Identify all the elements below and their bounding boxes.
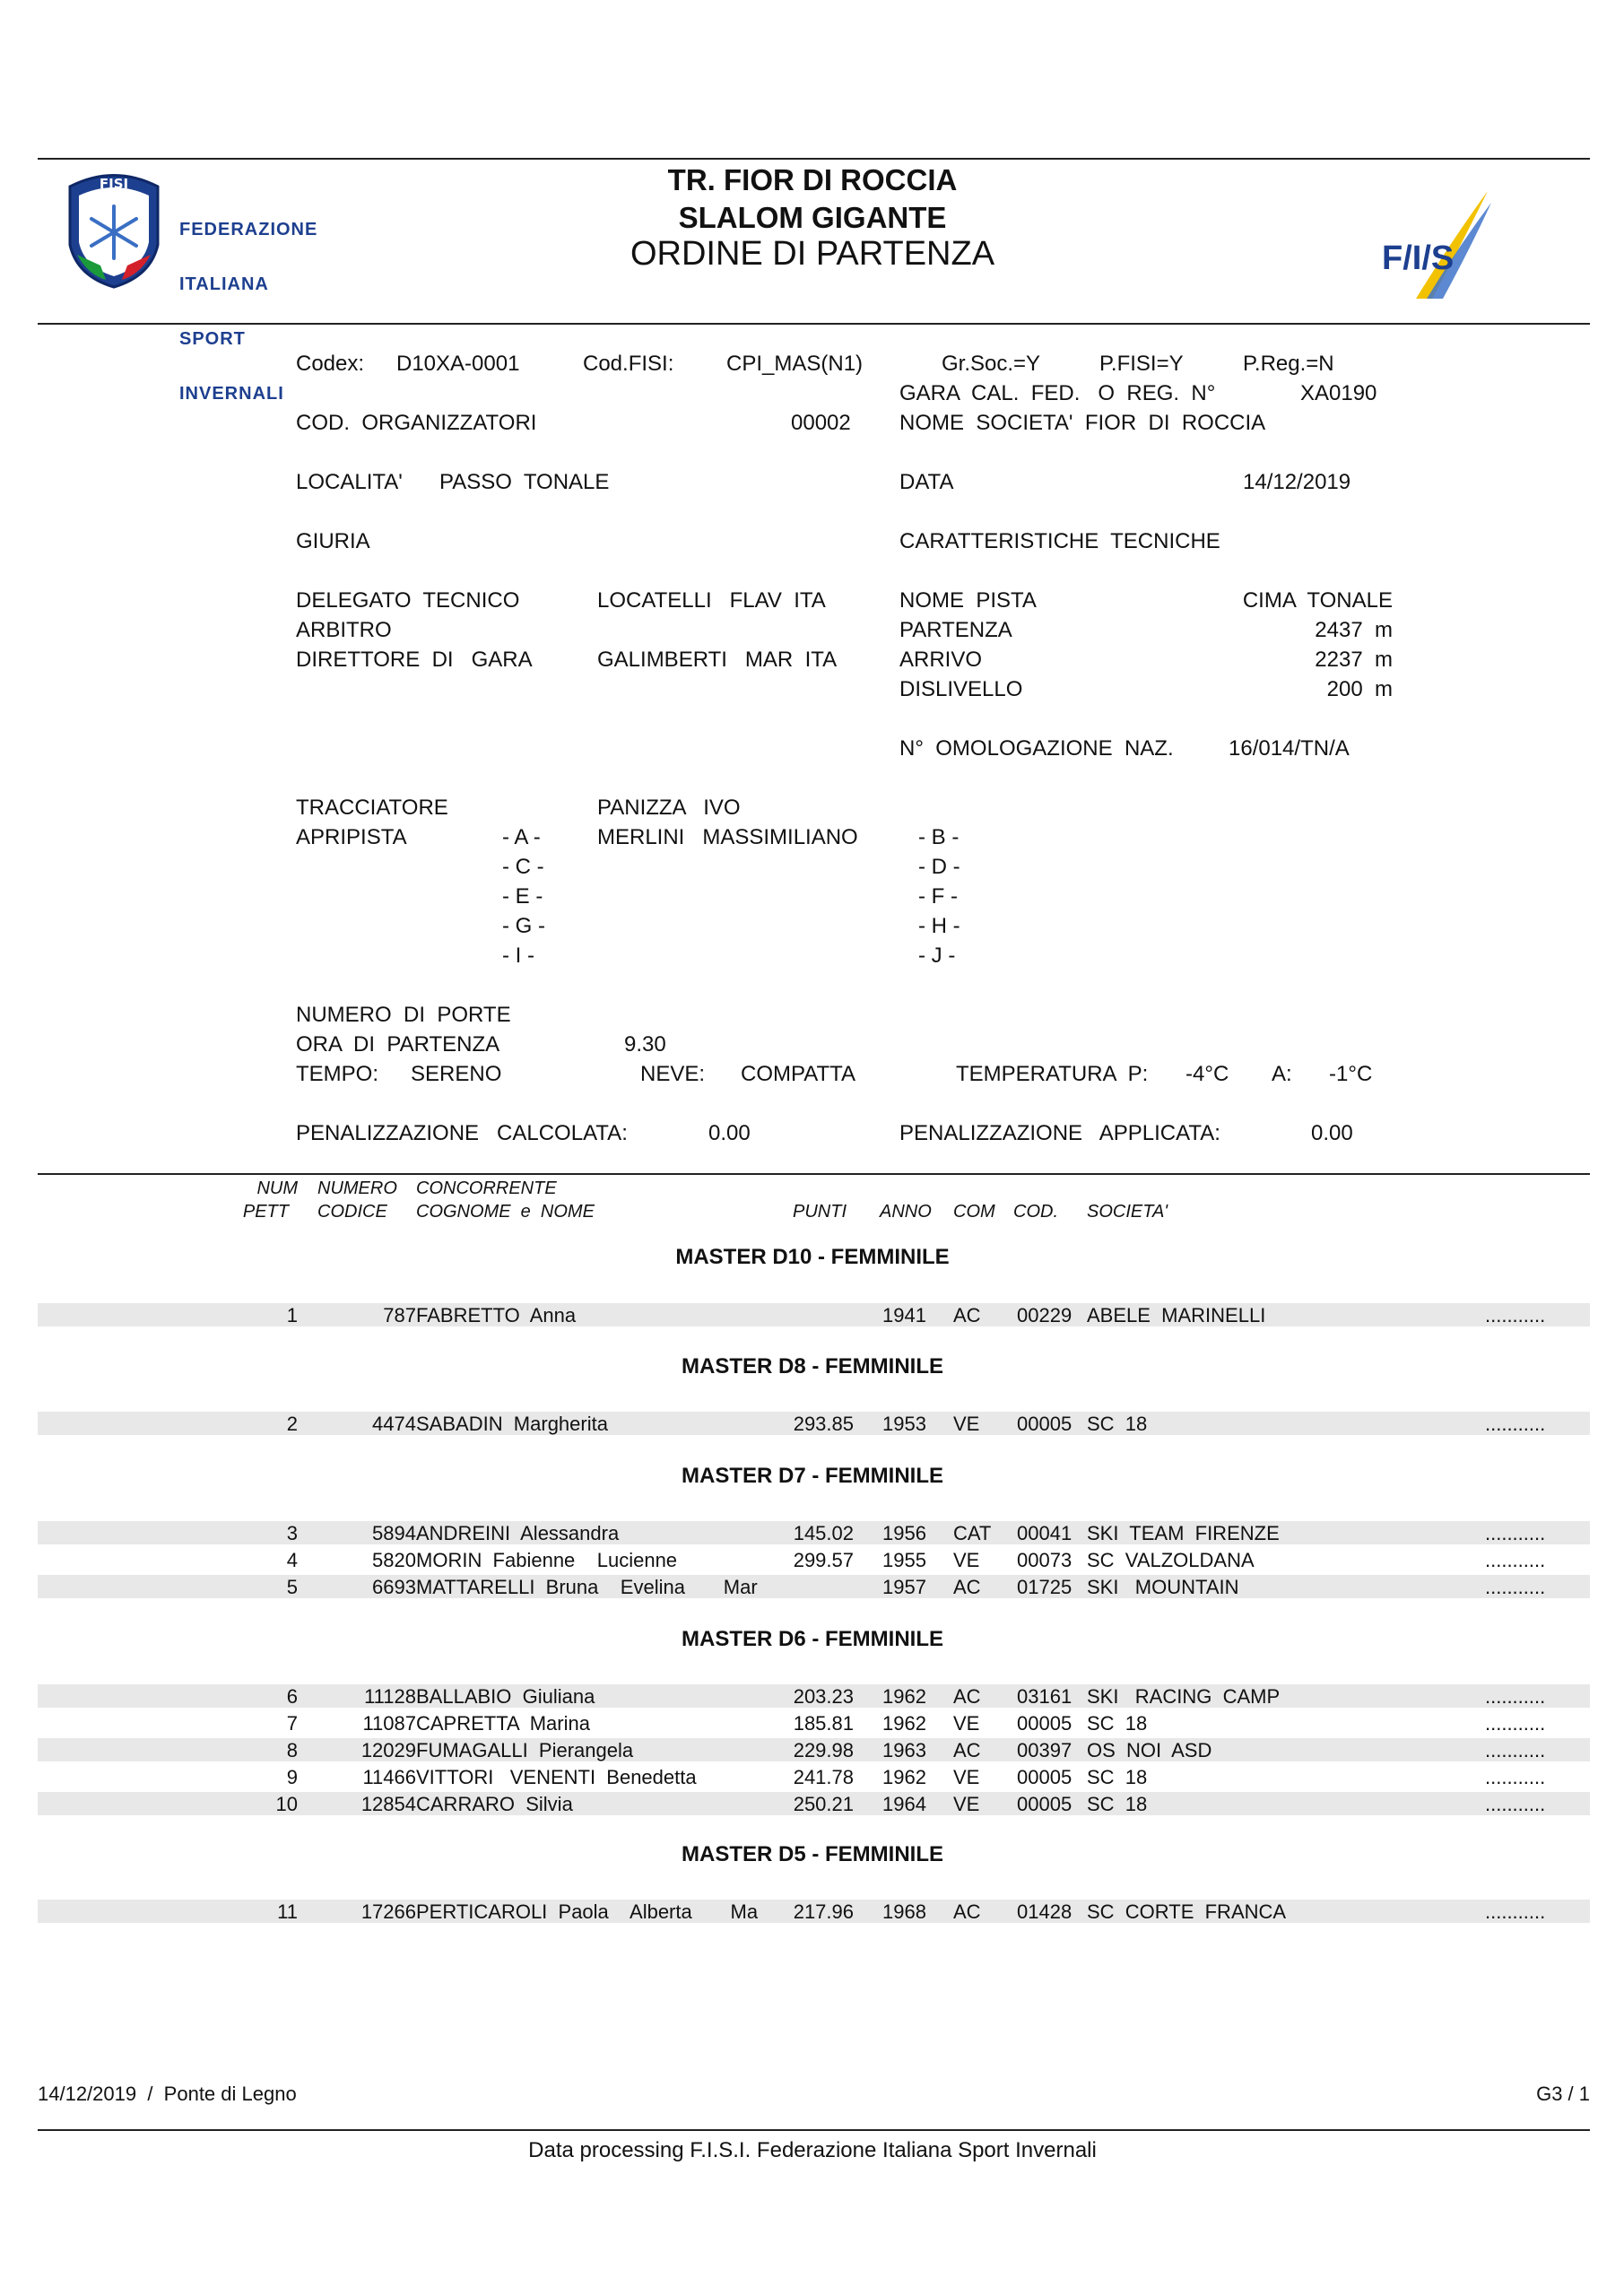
- col-cognome: COGNOME e NOME: [416, 1202, 595, 1222]
- col-com: COM: [953, 1202, 995, 1222]
- table-row: [38, 1898, 1590, 1925]
- neve-value: COMPATTA: [741, 1062, 855, 1086]
- cell-codice: 5894: [372, 1522, 416, 1544]
- cell-dots: ...........: [1485, 1413, 1546, 1435]
- cell-com: VE: [953, 1413, 980, 1435]
- fis-logo: [1372, 170, 1489, 287]
- omolog-label: N° OMOLOGAZIONE NAZ.: [899, 736, 1174, 761]
- cell-pett: 7: [286, 1712, 298, 1735]
- delegato-value: LOCATELLI FLAV ITA: [597, 588, 826, 613]
- cell-nome: CARRARO Silvia: [416, 1793, 573, 1815]
- cell-dots: ...........: [1485, 1712, 1546, 1735]
- cell-punti: 217.96: [793, 1900, 854, 1923]
- table-row: [38, 1709, 1590, 1736]
- cell-com: AC: [953, 1900, 981, 1923]
- fis-logo-text: F/I/S: [1381, 239, 1455, 277]
- cell-codice: 11128: [364, 1685, 416, 1708]
- table-row: [38, 1683, 1590, 1709]
- cell-dots: ...........: [1485, 1739, 1546, 1761]
- cell-codice: 12029: [360, 1739, 416, 1761]
- cell-codice: 6693: [372, 1576, 416, 1598]
- apripista-slot: - J -: [918, 944, 956, 968]
- apripista-a-value: MERLINI MASSIMILIANO: [597, 825, 858, 849]
- cell-dots: ...........: [1485, 1522, 1546, 1544]
- apripista-slot: - G -: [502, 914, 545, 938]
- discipline-title: SLALOM GIGANTE: [678, 201, 947, 234]
- preg-flag: P.Reg.=N: [1243, 352, 1334, 376]
- cell-codice: 12854: [360, 1793, 416, 1815]
- cell-dots: ...........: [1485, 1304, 1546, 1326]
- header-rule: [38, 323, 1590, 325]
- partenza-label: PARTENZA: [899, 618, 1012, 642]
- fisi-logo-line: ITALIANA: [179, 274, 269, 294]
- cell-com: AC: [953, 1685, 981, 1708]
- dislivello-label: DISLIVELLO: [899, 677, 1023, 701]
- cell-anno: 1962: [882, 1712, 926, 1735]
- porte-label: NUMERO DI PORTE: [296, 1003, 511, 1027]
- cell-com: CAT: [953, 1522, 992, 1544]
- apripista-slot: - A -: [502, 825, 541, 849]
- ora-value: 9.30: [624, 1032, 666, 1057]
- cell-com: VE: [953, 1793, 980, 1815]
- cell-codice: 11466: [362, 1766, 416, 1788]
- cell-com: AC: [953, 1739, 981, 1761]
- cell-com: AC: [953, 1576, 981, 1598]
- neve-label: NEVE:: [640, 1062, 706, 1086]
- cell-pett: 2: [286, 1413, 298, 1435]
- table-row: [38, 1790, 1590, 1817]
- apripista-slot: - F -: [918, 884, 958, 909]
- cell-nome: FUMAGALLI Pierangela: [416, 1739, 634, 1761]
- fisi-logo-line: FEDERAZIONE: [179, 220, 318, 239]
- footer-data-processing: Data processing F.I.S.I. Federazione Italiana Sport Invernali: [528, 2138, 1097, 2162]
- col-anno: ANNO: [880, 1202, 932, 1222]
- col-codice: CODICE: [317, 1202, 387, 1222]
- cell-codice: 17266: [360, 1900, 416, 1923]
- category-title: MASTER D5 - FEMMINILE: [682, 1842, 943, 1866]
- pista-label: NOME PISTA: [899, 588, 1037, 613]
- fis-logo-icon: [1380, 187, 1497, 303]
- col-numero: NUMERO: [317, 1178, 397, 1198]
- cell-cod: 00005: [1017, 1766, 1073, 1788]
- pista-value: CIMA TONALE: [1242, 588, 1393, 613]
- col-pett: PETT: [242, 1202, 289, 1222]
- cell-punti: 203.23: [793, 1685, 854, 1708]
- pfisi-flag: P.FISI=Y: [1099, 352, 1184, 376]
- col-punti: PUNTI: [793, 1202, 847, 1222]
- col-societa: SOCIETA': [1087, 1202, 1168, 1222]
- event-title: TR. FIOR DI ROCCIA: [667, 163, 958, 196]
- cell-societa: SC 18: [1087, 1766, 1148, 1788]
- cell-dots: ...........: [1485, 1549, 1546, 1571]
- caratt-label: CARATTERISTICHE TECNICHE: [899, 529, 1220, 553]
- cell-anno: 1956: [882, 1522, 926, 1544]
- tempo-value: SERENO: [411, 1062, 502, 1086]
- ora-label: ORA DI PARTENZA: [296, 1032, 500, 1057]
- category-title: MASTER D6 - FEMMINILE: [682, 1627, 943, 1651]
- col-cod: COD.: [1013, 1202, 1058, 1222]
- cell-pett: 5: [286, 1576, 298, 1598]
- cell-pett: 9: [286, 1766, 298, 1788]
- data-label: DATA: [899, 470, 954, 494]
- apripista-slot: - I -: [502, 944, 534, 968]
- cod-org-value: 00002: [791, 411, 851, 435]
- table-row: [38, 1573, 1590, 1600]
- cell-pett: 4: [286, 1549, 298, 1571]
- codfisi-value: CPI_MAS(N1): [726, 352, 864, 376]
- dislivello-value: 200 m: [1326, 677, 1393, 701]
- cell-com: VE: [953, 1712, 980, 1735]
- category-title: MASTER D10 - FEMMINILE: [675, 1245, 950, 1269]
- cell-com: AC: [953, 1304, 981, 1326]
- cell-pett: 8: [286, 1739, 298, 1761]
- direttore-label: DIRETTORE DI GARA: [296, 648, 533, 672]
- cell-societa: SC 18: [1087, 1413, 1148, 1435]
- cell-com: VE: [953, 1766, 980, 1788]
- partenza-value: 2437 m: [1315, 618, 1393, 642]
- svg-text:FISI: FISI: [99, 176, 129, 192]
- tempo-label: TEMPO:: [296, 1062, 379, 1086]
- cell-nome: MATTARELLI Bruna Evelina Mar: [416, 1576, 758, 1598]
- category-title: MASTER D7 - FEMMINILE: [682, 1464, 943, 1488]
- footer-page-number: G3 / 1: [1536, 2083, 1590, 2105]
- fisi-logo-line: SPORT: [179, 329, 246, 349]
- cell-nome: BALLABIO Giuliana: [416, 1685, 595, 1708]
- table-row: [38, 1301, 1590, 1328]
- cell-pett: 3: [286, 1522, 298, 1544]
- cell-nome: MORIN Fabienne Lucienne: [416, 1549, 678, 1571]
- cell-punti: 229.98: [793, 1739, 854, 1761]
- info-rule: [38, 1173, 1590, 1175]
- codex-value: D10XA-0001: [396, 352, 520, 376]
- delegato-label: DELEGATO TECNICO: [296, 588, 520, 613]
- grsoc-flag: Gr.Soc.=Y: [942, 352, 1041, 376]
- tracciatore-value: PANIZZA IVO: [597, 796, 741, 820]
- cell-dots: ...........: [1485, 1576, 1546, 1598]
- category-title: MASTER D8 - FEMMINILE: [682, 1354, 943, 1378]
- cell-anno: 1955: [882, 1549, 926, 1571]
- cell-punti: 299.57: [793, 1549, 854, 1571]
- apripista-slot: - H -: [918, 914, 960, 938]
- cell-dots: ...........: [1485, 1685, 1546, 1708]
- cell-cod: 00073: [1017, 1549, 1073, 1571]
- temp-a-label: A:: [1272, 1062, 1292, 1086]
- cell-dots: ...........: [1485, 1900, 1546, 1923]
- cell-nome: CAPRETTA Marina: [416, 1712, 590, 1735]
- cell-cod: 00041: [1017, 1522, 1073, 1544]
- cell-societa: SKI RACING CAMP: [1087, 1685, 1281, 1708]
- cell-cod: 01428: [1017, 1900, 1073, 1923]
- societa-label: NOME SOCIETA' FIOR DI ROCCIA: [899, 411, 1266, 435]
- cell-societa: ABELE MARINELLI: [1087, 1304, 1266, 1326]
- cell-cod: 00005: [1017, 1413, 1073, 1435]
- temp-a-value: -1°C: [1329, 1062, 1373, 1086]
- table-row: [38, 1519, 1590, 1546]
- arrivo-label: ARRIVO: [899, 648, 983, 672]
- cell-cod: 01725: [1017, 1576, 1073, 1598]
- cell-societa: SC 18: [1087, 1793, 1148, 1815]
- cell-punti: 145.02: [793, 1522, 854, 1544]
- document-title: ORDINE DI PARTENZA: [630, 235, 995, 273]
- cell-punti: 250.21: [793, 1793, 854, 1815]
- gara-label: GARA CAL. FED. O REG. N°: [899, 381, 1216, 405]
- cell-punti: 241.78: [793, 1766, 854, 1788]
- table-row: [38, 1546, 1590, 1573]
- codfisi-label: Cod.FISI:: [583, 352, 674, 376]
- temp-p-value: -4°C: [1185, 1062, 1229, 1086]
- cell-societa: SKI TEAM FIRENZE: [1087, 1522, 1280, 1544]
- cell-nome: ANDREINI Alessandra: [416, 1522, 620, 1544]
- cell-anno: 1962: [882, 1685, 926, 1708]
- cod-org-label: COD. ORGANIZZATORI: [296, 411, 537, 435]
- pen-calc-label: PENALIZZAZIONE CALCOLATA:: [296, 1121, 628, 1145]
- giuria-label: GIURIA: [296, 529, 370, 553]
- apripista-slot: - B -: [918, 825, 960, 849]
- footer-date-place: 14/12/2019 / Ponte di Legno: [38, 2083, 297, 2105]
- data-value: 14/12/2019: [1243, 470, 1351, 494]
- arrivo-value: 2237 m: [1315, 648, 1393, 672]
- cell-anno: 1941: [882, 1304, 926, 1326]
- temp-label: TEMPERATURA P:: [956, 1062, 1149, 1086]
- apripista-slot: - C -: [502, 855, 544, 879]
- cell-societa: SKI MOUNTAIN: [1087, 1576, 1239, 1598]
- cell-pett: 6: [286, 1685, 298, 1708]
- cell-societa: SC 18: [1087, 1712, 1148, 1735]
- fisi-logo-line: INVERNALI: [179, 384, 284, 404]
- direttore-value: GALIMBERTI MAR ITA: [597, 648, 838, 672]
- cell-pett: 10: [275, 1793, 298, 1815]
- cell-anno: 1962: [882, 1766, 926, 1788]
- col-num: NUM: [256, 1178, 298, 1198]
- cell-codice: 11087: [362, 1712, 416, 1735]
- cell-cod: 00005: [1017, 1712, 1073, 1735]
- fisi-shield-icon: [61, 169, 167, 290]
- cell-pett: 11: [277, 1900, 298, 1923]
- apripista-slot: - E -: [502, 884, 543, 909]
- cell-punti: 185.81: [793, 1712, 854, 1735]
- cell-dots: ...........: [1485, 1793, 1546, 1815]
- apripista-slot: - D -: [918, 855, 960, 879]
- cell-nome: PERTICAROLI Paola Alberta Ma: [416, 1900, 759, 1923]
- cell-dots: ...........: [1485, 1766, 1546, 1788]
- table-row: [38, 1763, 1590, 1790]
- top-rule: [38, 158, 1590, 160]
- cell-com: VE: [953, 1549, 980, 1571]
- cell-cod: 00005: [1017, 1793, 1073, 1815]
- cell-cod: 03161: [1017, 1685, 1073, 1708]
- table-row: [38, 1736, 1590, 1763]
- cell-pett: 1: [286, 1304, 298, 1326]
- col-concorrente: CONCORRENTE: [416, 1178, 557, 1198]
- cell-nome: SABADIN Margherita: [416, 1413, 608, 1435]
- pen-appl-value: 0.00: [1311, 1121, 1353, 1145]
- cell-societa: SC CORTE FRANCA: [1087, 1900, 1287, 1923]
- cell-cod: 00229: [1017, 1304, 1073, 1326]
- tracciatore-label: TRACCIATORE: [296, 796, 448, 820]
- footer-rule: [38, 2129, 1590, 2131]
- cell-societa: SC VALZOLDANA: [1087, 1549, 1255, 1571]
- table-row: [38, 1410, 1590, 1437]
- pen-appl-label: PENALIZZAZIONE APPLICATA:: [899, 1121, 1220, 1145]
- cell-codice: 5820: [372, 1549, 416, 1571]
- omolog-value: 16/014/TN/A: [1229, 736, 1350, 761]
- cell-codice: 4474: [372, 1413, 416, 1435]
- cell-anno: 1957: [882, 1576, 926, 1598]
- arbitro-label: ARBITRO: [296, 618, 392, 642]
- gara-value: XA0190: [1300, 381, 1377, 405]
- cell-anno: 1968: [882, 1900, 926, 1923]
- codex-label: Codex:: [296, 352, 365, 376]
- localita-value: PASSO TONALE: [439, 470, 610, 494]
- cell-nome: VITTORI VENENTI Benedetta: [416, 1766, 697, 1788]
- cell-anno: 1963: [882, 1739, 926, 1761]
- cell-nome: FABRETTO Anna: [416, 1304, 577, 1326]
- apripista-label: APRIPISTA: [296, 825, 407, 849]
- cell-codice: 787: [383, 1304, 416, 1326]
- cell-anno: 1953: [882, 1413, 926, 1435]
- cell-cod: 00397: [1017, 1739, 1073, 1761]
- cell-anno: 1964: [882, 1793, 926, 1815]
- pen-calc-value: 0.00: [708, 1121, 751, 1145]
- localita-label: LOCALITA': [296, 470, 403, 494]
- cell-punti: 293.85: [793, 1413, 854, 1435]
- cell-societa: OS NOI ASD: [1087, 1739, 1212, 1761]
